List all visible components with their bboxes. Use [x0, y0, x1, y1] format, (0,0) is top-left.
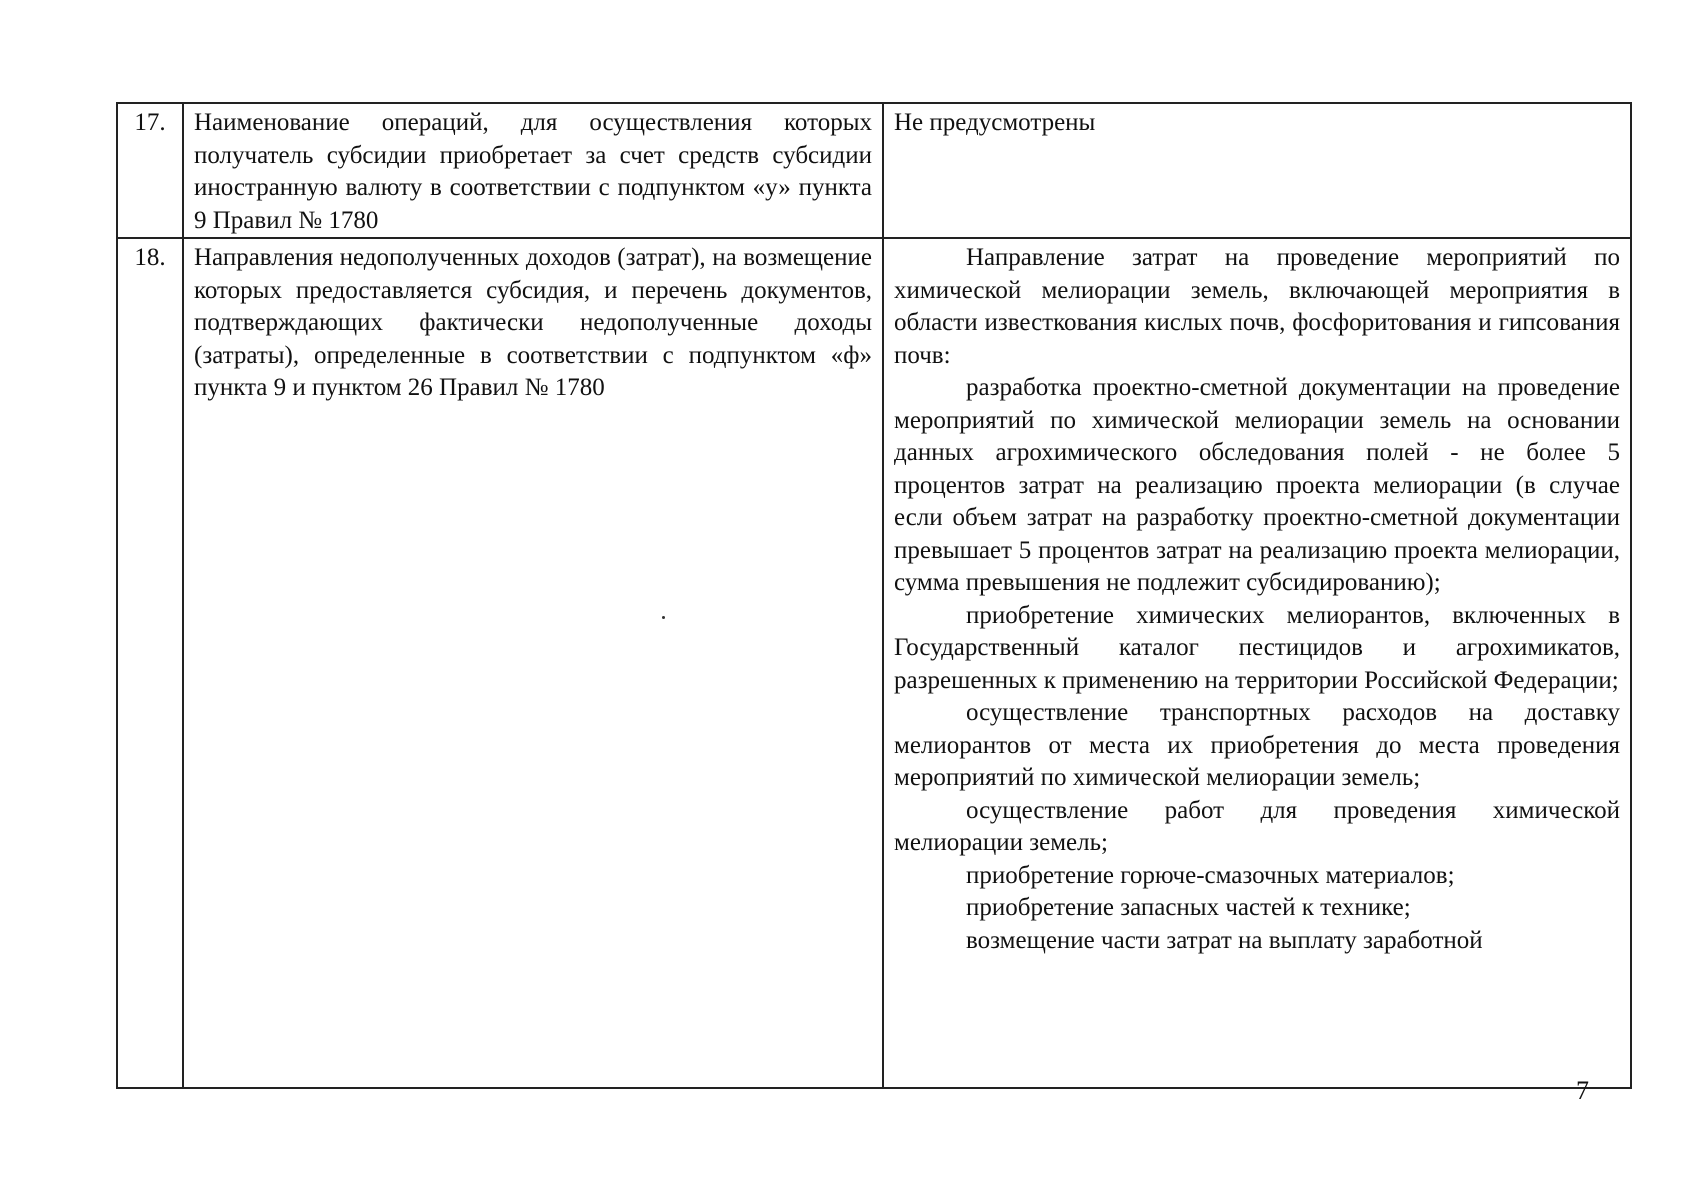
document-table: [116, 102, 1632, 1089]
value-paragraph: осуществление транспортных расходов на доставку мелиорантов от места их приобретения до места проведения мероприятий по химической мелиорации земель;: [894, 699, 1620, 791]
row-number-cell: [117, 238, 183, 1088]
value-paragraph: возмещение части затрат на выплату заработной: [966, 926, 1483, 954]
value-paragraph: приобретение химических мелиорантов, включенных в Государственный каталог пестицидов и агрохимикатов, разрешенных к применению на территории Российской Федерации;: [894, 601, 1620, 694]
scan-speck: [662, 616, 665, 619]
value-paragraph: разработка проектно-сметной документации на проведение мероприятий по химической мелиорации земель на основании данных агрохимического обследования полей - не более 5 процентов затрат на реализацию проекта мелиорации (в случае если объем затрат на разработку проектно-сметной документации превышает 5 процентов затрат на реализацию проекта мелиорации, сумма превышения не подлежит субсидированию);: [894, 374, 1620, 596]
row-value-text: Не предусмотрены: [894, 109, 1096, 136]
row-value-cell: [883, 238, 1631, 1088]
row-number: 18.: [134, 244, 166, 271]
value-paragraph: Направление затрат на проведение мероприятий по химической мелиорации земель, включающей мероприятия в области известкования кислых почв, фосфоритования и гипсования почв:: [894, 244, 1620, 369]
row-name-cell: [183, 238, 883, 1088]
row-name-text: Направления недополученных доходов (затрат), на возмещение которых предоставляется субсидия, и перечень документов, подтверждающих фактически недополученные доходы (затраты), определенные в соответствии с подпунктом «ф» пункта 9 и пунктом 26 Правил № 1780: [194, 244, 872, 401]
value-paragraph: осуществление работ для проведения химической мелиорации земель;: [894, 796, 1620, 856]
row-number: 17.: [134, 109, 166, 136]
value-paragraph: приобретение горюче-смазочных материалов;: [966, 861, 1455, 889]
value-paragraph: приобретение запасных частей к технике;: [966, 894, 1411, 921]
table-row: [117, 103, 1631, 238]
table-row: [117, 238, 1631, 1088]
row-number-cell: [117, 103, 183, 238]
row-name-text: Наименование операций, для осуществления которых получатель субсидии приобретает за счет средств субсидии иностранную валюту в соответствии с подпунктом «у» пункта 9 Правил № 1780: [194, 109, 872, 234]
row-name-cell: [183, 103, 883, 238]
page-number: 7: [1576, 1076, 1589, 1105]
row-value-cell: [883, 103, 1631, 238]
